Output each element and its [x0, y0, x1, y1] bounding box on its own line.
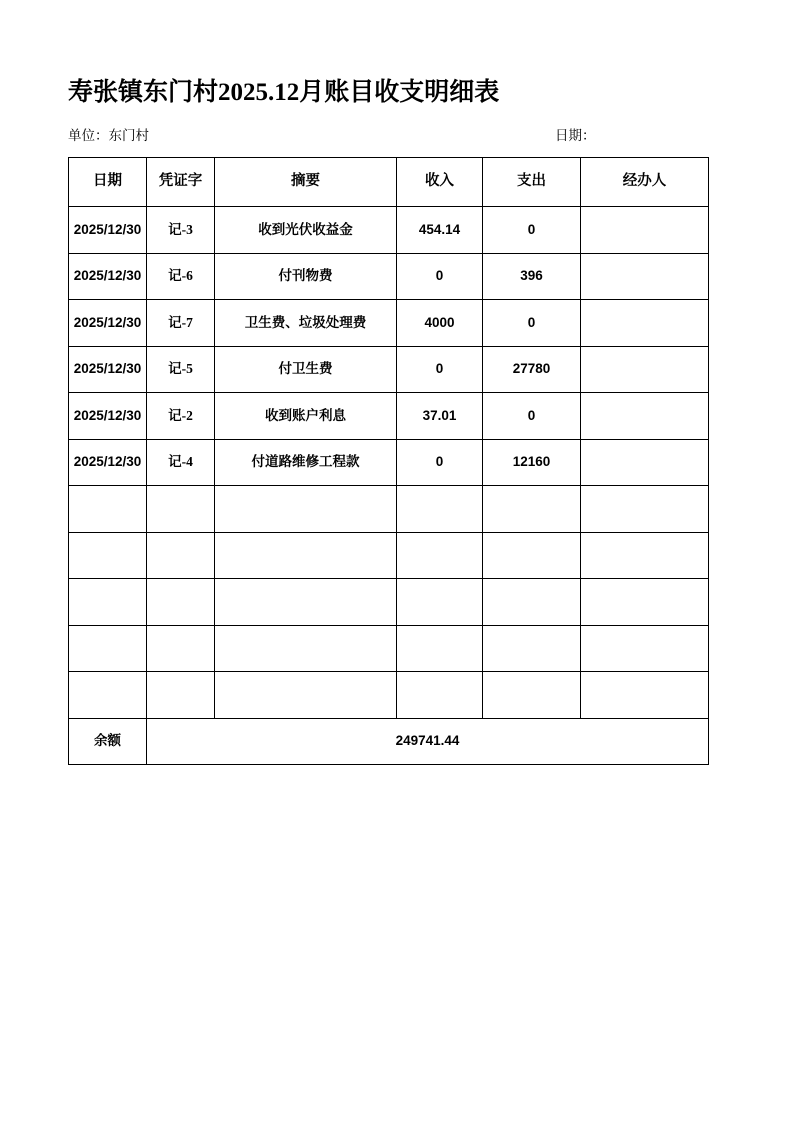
cell-voucher — [147, 486, 215, 533]
cell-date — [69, 625, 147, 672]
cell-summary — [215, 672, 397, 719]
table-row — [69, 253, 709, 300]
cell-income — [397, 579, 483, 626]
cell-date — [69, 672, 147, 719]
table-row — [69, 393, 709, 440]
table-row — [69, 625, 709, 672]
ledger-table — [68, 157, 709, 765]
cell-summary — [215, 486, 397, 533]
table-row — [69, 486, 709, 533]
cell-expense: 396 — [483, 253, 581, 300]
cell-voucher: 记-3 — [147, 207, 215, 254]
cell-expense: 0 — [483, 207, 581, 254]
table-body — [69, 207, 709, 765]
cell-voucher — [147, 532, 215, 579]
page-title: 寿张镇东门村2025.12月账目收支明细表 — [68, 79, 500, 106]
cell-voucher: 记-2 — [147, 393, 215, 440]
table-row — [69, 579, 709, 626]
cell-summary: 付卫生费 — [215, 346, 397, 393]
cell-summary: 付刊物费 — [215, 253, 397, 300]
cell-date — [69, 486, 147, 533]
cell-income: 0 — [397, 346, 483, 393]
cell-expense — [483, 486, 581, 533]
cell-handler — [581, 486, 709, 533]
cell-expense — [483, 579, 581, 626]
unit-label: 单位：东门村 — [68, 128, 149, 143]
cell-income — [397, 625, 483, 672]
cell-income: 454.14 — [397, 207, 483, 254]
cell-date — [69, 532, 147, 579]
cell-date: 2025/12/30 — [69, 207, 147, 254]
cell-expense: 27780 — [483, 346, 581, 393]
column-header-summary: 摘要 — [215, 158, 397, 207]
cell-date: 2025/12/30 — [69, 253, 147, 300]
cell-voucher — [147, 625, 215, 672]
cell-income: 0 — [397, 439, 483, 486]
cell-expense — [483, 672, 581, 719]
cell-handler — [581, 579, 709, 626]
cell-expense — [483, 625, 581, 672]
cell-expense: 0 — [483, 300, 581, 347]
cell-income: 37.01 — [397, 393, 483, 440]
cell-handler — [581, 532, 709, 579]
cell-voucher: 记-4 — [147, 439, 215, 486]
cell-voucher — [147, 672, 215, 719]
table-row — [69, 439, 709, 486]
cell-expense — [483, 532, 581, 579]
cell-income — [397, 672, 483, 719]
cell-income — [397, 532, 483, 579]
cell-income — [397, 486, 483, 533]
balance-value: 249741.44 — [147, 718, 709, 765]
column-header-voucher: 凭证字 — [147, 158, 215, 207]
cell-summary: 卫生费、垃圾处理费 — [215, 300, 397, 347]
cell-summary — [215, 532, 397, 579]
cell-income: 4000 — [397, 300, 483, 347]
column-header-handler: 经办人 — [581, 158, 709, 207]
cell-voucher — [147, 579, 215, 626]
cell-handler — [581, 207, 709, 254]
cell-voucher: 记-7 — [147, 300, 215, 347]
cell-date — [69, 579, 147, 626]
cell-summary: 收到账户利息 — [215, 393, 397, 440]
cell-summary — [215, 579, 397, 626]
column-header-income: 收入 — [397, 158, 483, 207]
cell-handler — [581, 672, 709, 719]
cell-expense: 12160 — [483, 439, 581, 486]
cell-handler — [581, 625, 709, 672]
cell-expense: 0 — [483, 393, 581, 440]
cell-summary — [215, 625, 397, 672]
cell-income: 0 — [397, 253, 483, 300]
cell-handler — [581, 346, 709, 393]
balance-label: 余额 — [69, 718, 147, 765]
balance-row — [69, 718, 709, 765]
table-row — [69, 532, 709, 579]
cell-date: 2025/12/30 — [69, 393, 147, 440]
cell-date: 2025/12/30 — [69, 300, 147, 347]
cell-date: 2025/12/30 — [69, 346, 147, 393]
cell-summary: 收到光伏收益金 — [215, 207, 397, 254]
table-header-row — [69, 158, 709, 207]
table-row — [69, 300, 709, 347]
table-row — [69, 346, 709, 393]
cell-handler — [581, 253, 709, 300]
cell-voucher: 记-5 — [147, 346, 215, 393]
cell-handler — [581, 393, 709, 440]
column-header-date: 日期 — [69, 158, 147, 207]
date-label: 日期： — [555, 128, 596, 143]
cell-summary: 付道路维修工程款 — [215, 439, 397, 486]
cell-voucher: 记-6 — [147, 253, 215, 300]
column-header-expense: 支出 — [483, 158, 581, 207]
table-row — [69, 207, 709, 254]
cell-handler — [581, 300, 709, 347]
document-meta — [68, 124, 708, 144]
table-row — [69, 672, 709, 719]
cell-date: 2025/12/30 — [69, 439, 147, 486]
cell-handler — [581, 439, 709, 486]
